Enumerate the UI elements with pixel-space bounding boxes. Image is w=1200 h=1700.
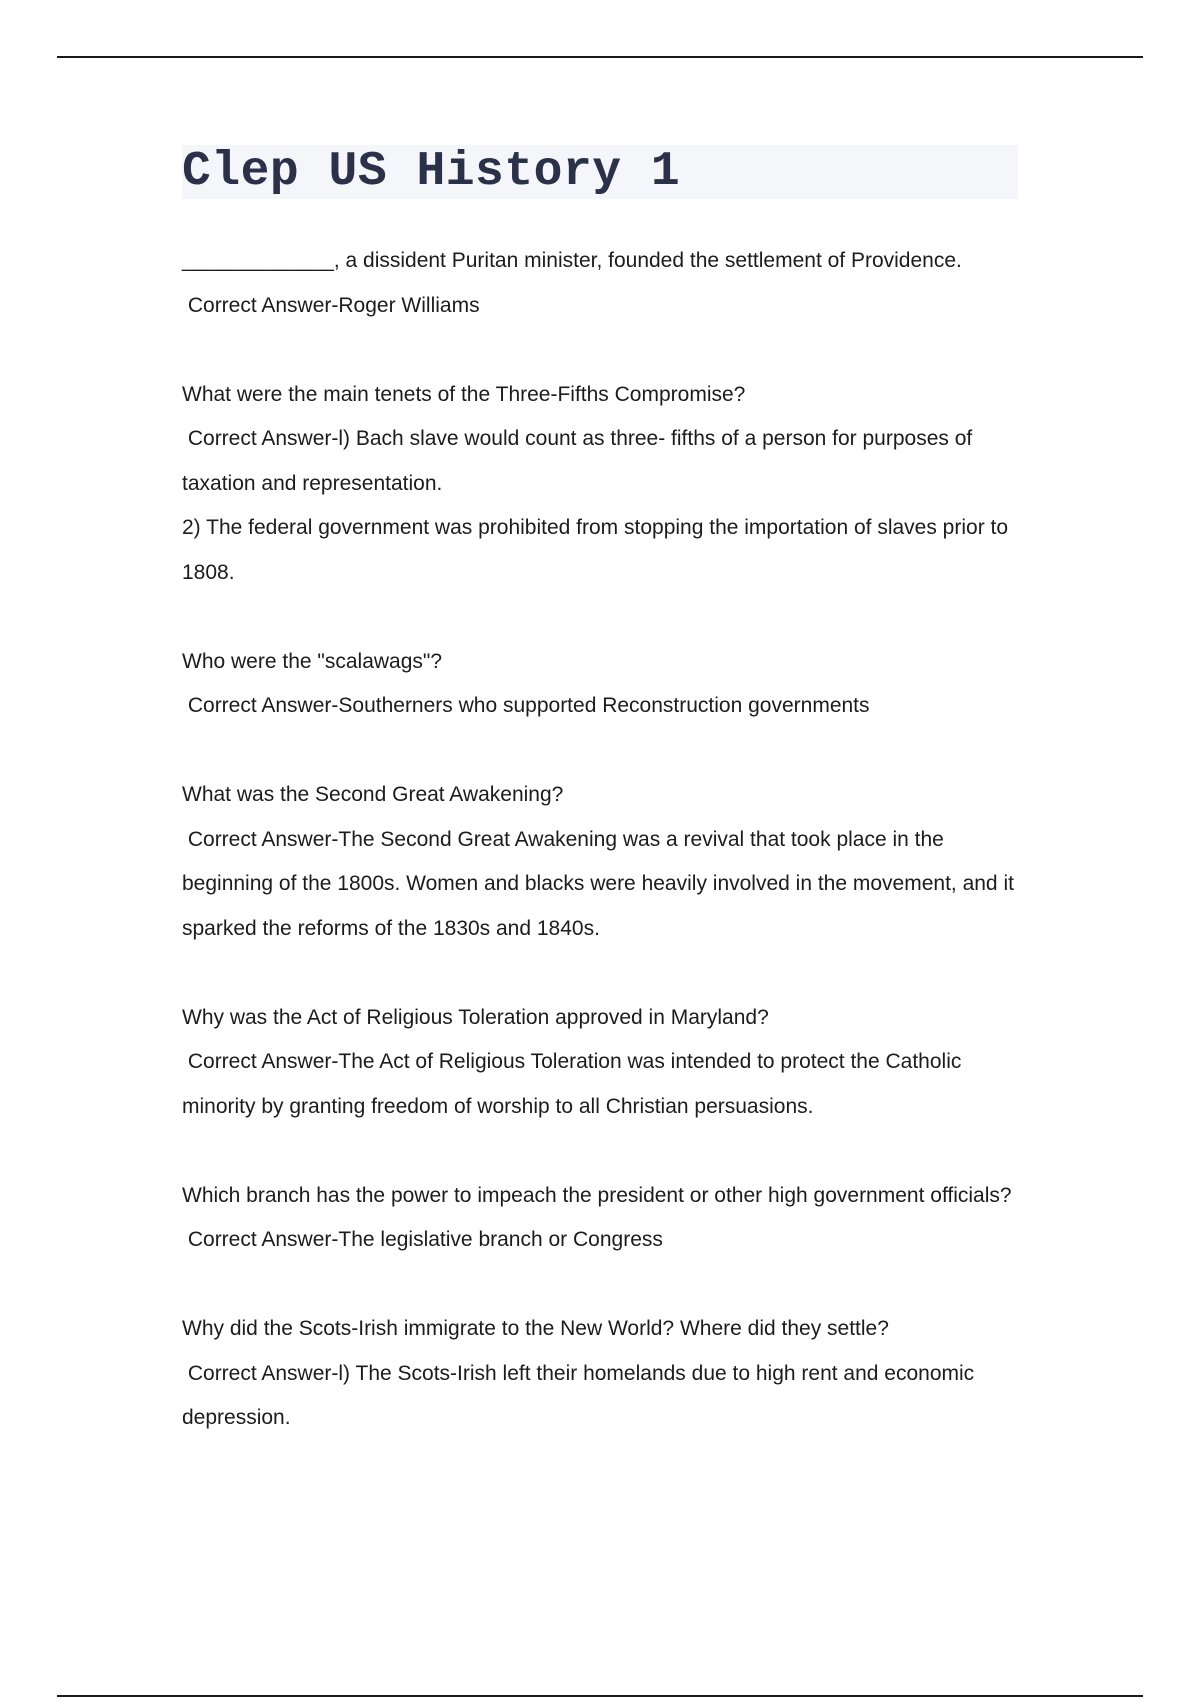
answer-text	[182, 417, 1022, 595]
answer-text	[182, 818, 1022, 952]
question-text: _____________, a dissident Puritan minister, founded the settlement of Providence.	[182, 249, 962, 272]
answer-text	[182, 284, 1022, 329]
answer-line: Correct Answer-The legislative branch or Congress	[182, 1228, 663, 1251]
bottom-rule	[57, 1695, 1143, 1697]
answer-line: Correct Answer-The Act of Religious Toleration was intended to protect the Catholic minority by granting freedom of worship to all Christian persuasions.	[182, 1050, 968, 1118]
answer-text	[182, 1352, 1022, 1441]
qa-list	[182, 239, 1022, 1441]
answer-line: Correct Answer-l) Bach slave would count as three- fifths of a person for purposes of taxation and representation.	[182, 427, 979, 495]
answer-text	[182, 1040, 1022, 1129]
qa-item	[182, 1307, 1022, 1441]
document-body	[182, 145, 1022, 1485]
answer-line: Correct Answer-Roger Williams	[182, 293, 480, 317]
qa-item	[182, 1174, 1022, 1263]
question-text: Why did the Scots-Irish immigrate to the New World? Where did they settle?	[182, 1317, 889, 1340]
qa-item	[182, 373, 1022, 596]
document-title: Clep US History 1	[182, 145, 681, 199]
qa-item	[182, 773, 1022, 951]
answer-text	[182, 684, 1022, 729]
qa-item	[182, 239, 1022, 328]
question-text: What was the Second Great Awakening?	[182, 783, 564, 806]
qa-item	[182, 640, 1022, 729]
question-text: What were the main tenets of the Three-Fifths Compromise?	[182, 382, 746, 406]
answer-line: 2) The federal government was prohibited from stopping the importation of slaves prior to 1808.	[182, 516, 1014, 584]
question-text: Why was the Act of Religious Toleration approved in Maryland?	[182, 1005, 769, 1029]
title-band	[182, 145, 1018, 199]
qa-item	[182, 996, 1022, 1130]
question-text: Which branch has the power to impeach the president or other high government officials?	[182, 1183, 1012, 1207]
answer-line: Correct Answer-Southerners who supported Reconstruction governments	[182, 694, 870, 717]
question-text: Who were the "scalawags"?	[182, 649, 443, 673]
answer-text	[182, 1218, 1022, 1263]
answer-line: Correct Answer-l) The Scots-Irish left their homelands due to high rent and economic depression.	[182, 1361, 981, 1429]
answer-line: Correct Answer-The Second Great Awakening was a revival that took place in the beginning of the 1800s. Women and blacks were heavily involved in the movement, and it sparked the reforms of the 1830s and 1840s.	[182, 827, 1020, 940]
top-rule	[57, 56, 1143, 58]
